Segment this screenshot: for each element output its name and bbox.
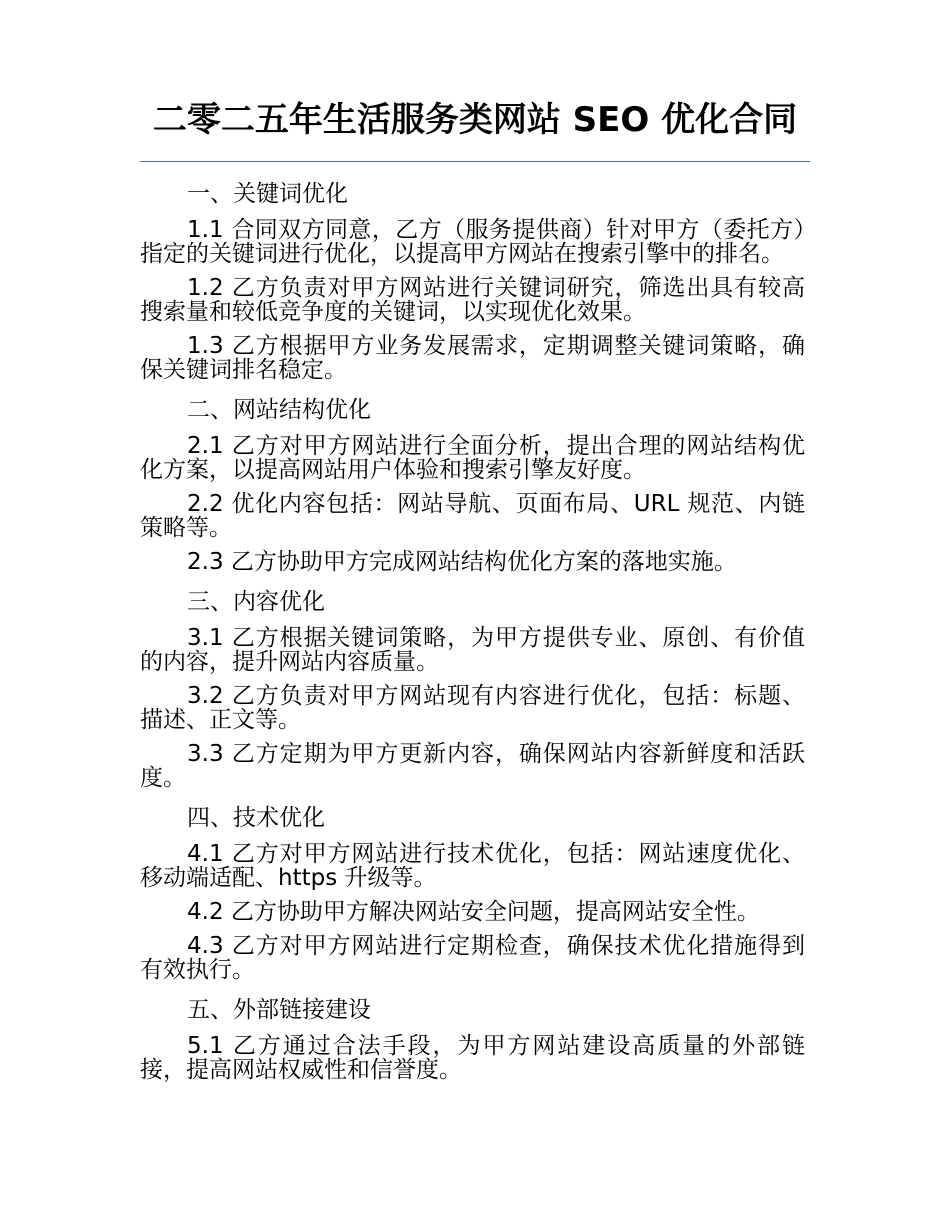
clause-paragraph: 4.2 乙方协助甲方解决网站安全问题，提高网站安全性。 (187, 899, 760, 925)
clause-paragraph: 3.2 乙方负责对甲方网站现有内容进行优化，包括：标题、描述、正文等。 (140, 683, 805, 733)
document-body (140, 176, 805, 1092)
clause-paragraph: 5.1 乙方通过合法手段，为甲方网站建设高质量的外部链接，提高网站权威性和信誉度。 (140, 1033, 805, 1083)
section-content-optimization (140, 584, 805, 790)
section-heading: 一、关键词优化 (187, 181, 348, 207)
clause-paragraph: 2.3 乙方协助甲方完成网站结构优化方案的落地实施。 (187, 549, 737, 575)
clause-paragraph: 3.3 乙方定期为甲方更新内容，确保网站内容新鲜度和活跃度。 (140, 741, 805, 791)
section-heading: 四、技术优化 (187, 805, 325, 831)
document-title: 二零二五年生活服务类网站 SEO 优化合同 (152, 100, 798, 140)
clause-paragraph: 4.3 乙方对甲方网站进行定期检查，确保技术优化措施得到有效执行。 (140, 933, 805, 983)
section-heading: 三、内容优化 (187, 589, 325, 615)
clause-paragraph: 1.1 合同双方同意，乙方（服务提供商）针对甲方（委托方）指定的关键词进行优化，以提高甲方网站在搜索引擎中的排名。 (140, 217, 805, 267)
section-technical-optimization (140, 800, 805, 982)
clause-paragraph: 2.2 优化内容包括：网站导航、页面布局、URL 规范、内链策略等。 (140, 491, 805, 541)
clause-paragraph: 1.2 乙方负责对甲方网站进行关键词研究，筛选出具有较高搜索量和较低竞争度的关键词，以实现优化效果。 (140, 275, 805, 325)
section-heading: 二、网站结构优化 (187, 397, 371, 423)
clause-paragraph: 2.1 乙方对甲方网站进行全面分析，提出合理的网站结构优化方案，以提高网站用户体验和搜索引擎友好度。 (140, 433, 805, 483)
clause-paragraph: 1.3 乙方根据甲方业务发展需求，定期调整关键词策略，确保关键词排名稳定。 (140, 333, 805, 383)
title-underline (140, 161, 810, 162)
section-site-structure (140, 392, 805, 574)
section-keyword-optimization (140, 176, 805, 382)
section-external-links (140, 992, 805, 1082)
clause-paragraph: 4.1 乙方对甲方网站进行技术优化，包括：网站速度优化、移动端适配、https 升级等。 (140, 841, 805, 891)
clause-paragraph: 3.1 乙方根据关键词策略，为甲方提供专业、原创、有价值的内容，提升网站内容质量。 (140, 625, 805, 675)
section-heading: 五、外部链接建设 (187, 997, 371, 1023)
